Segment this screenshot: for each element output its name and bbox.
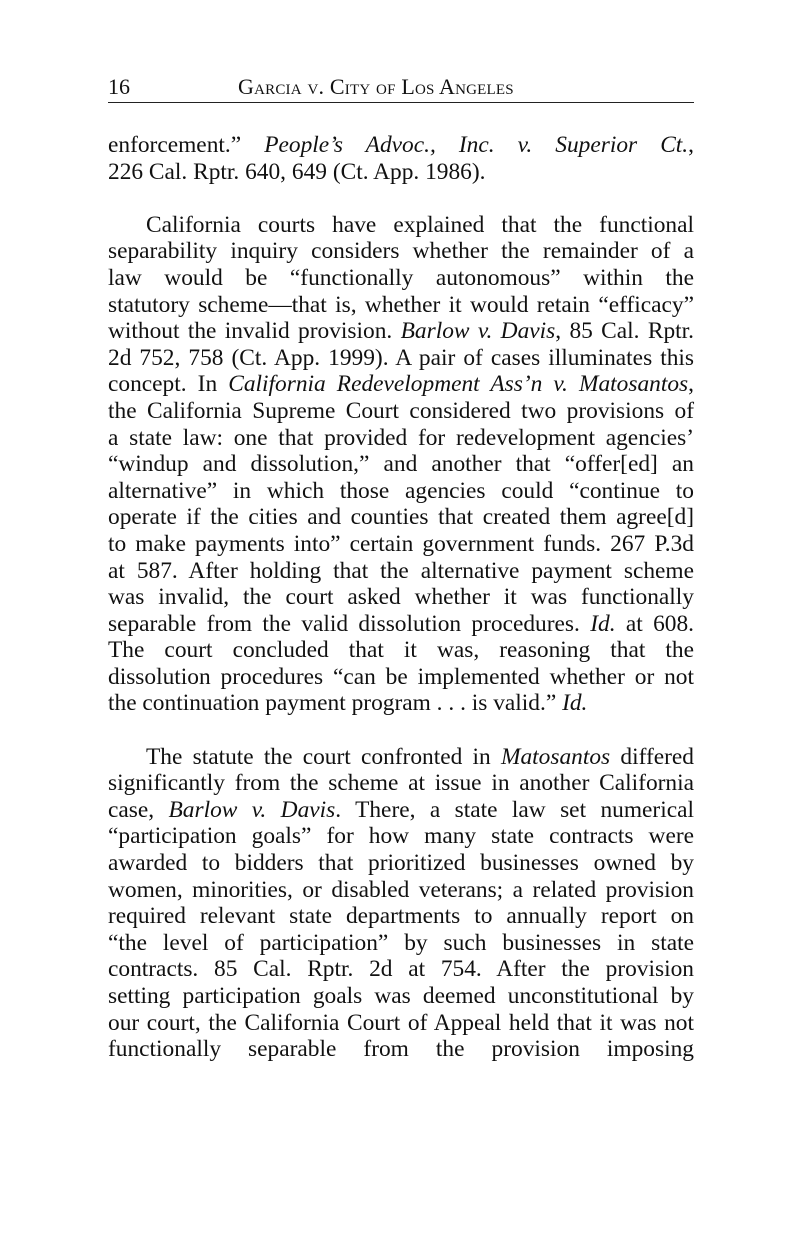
text-line bbox=[108, 132, 694, 159]
text-run: operate if the cities and counties that created them agree[d] bbox=[108, 504, 694, 531]
text-run: “participation goals” for how many state contracts were bbox=[108, 823, 694, 850]
text-run: dissolution procedures “can be implemented whether or not bbox=[108, 663, 694, 690]
text-line bbox=[108, 345, 694, 372]
text-line bbox=[108, 690, 694, 717]
text-line bbox=[108, 744, 694, 771]
text-run: 226 Cal. Rptr. 640, 649 (Ct. App. 1986). bbox=[108, 158, 486, 185]
case-citation-italic: Barlow v. Davis bbox=[400, 318, 556, 345]
text-run: significantly from the scheme at issue in another California bbox=[108, 770, 694, 797]
text-line bbox=[108, 425, 694, 452]
case-citation-italic: Id. bbox=[590, 610, 616, 637]
text-line bbox=[108, 903, 694, 930]
text-run: statutory scheme—that is, whether it would retain “efficacy” bbox=[108, 291, 694, 318]
text-run: case, bbox=[108, 796, 169, 823]
text-run: . There, a state law set numerical bbox=[335, 796, 694, 823]
text-line bbox=[108, 451, 694, 478]
case-citation-italic: People’s Advoc., Inc. v. Superior Ct. bbox=[264, 132, 689, 158]
text-line bbox=[108, 1010, 694, 1037]
text-line bbox=[108, 265, 694, 292]
text-line bbox=[108, 797, 694, 824]
text-run: at 608. bbox=[615, 610, 695, 637]
text-run: 2d 752, 758 (Ct. App. 1999). A pair of cases illuminates this bbox=[108, 344, 694, 371]
text-line bbox=[108, 371, 694, 398]
opinion-body bbox=[108, 132, 694, 1063]
text-run: , 85 Cal. Rptr. bbox=[555, 318, 694, 345]
text-run: contracts. 85 Cal. Rptr. 2d at 754. After the provision bbox=[108, 956, 694, 983]
text-run: awarded to bidders that prioritized businesses owned by bbox=[108, 850, 694, 877]
text-run: setting participation goals was deemed unconstitutional by bbox=[108, 983, 694, 1009]
text-run: a state law: one that provided for redevelopment agencies’ bbox=[108, 424, 694, 451]
text-line bbox=[108, 877, 694, 904]
text-line bbox=[108, 318, 694, 345]
text-line bbox=[108, 558, 694, 585]
paragraph-matosantos-barlow bbox=[108, 744, 694, 1063]
text-run: the California Supreme Court considered two provisions of bbox=[108, 397, 694, 424]
text-line bbox=[108, 664, 694, 691]
text-run: without the invalid provision. bbox=[108, 318, 401, 345]
text-line bbox=[108, 292, 694, 319]
text-run: enforcement.” bbox=[108, 132, 265, 158]
text-run: was invalid, the court asked whether it was functionally bbox=[108, 584, 694, 611]
text-line bbox=[108, 531, 694, 558]
text-run: the continuation payment program . . . is valid.” bbox=[108, 690, 563, 717]
text-line bbox=[108, 983, 694, 1010]
text-run: , bbox=[688, 132, 694, 158]
text-line bbox=[108, 478, 694, 505]
text-line bbox=[108, 823, 694, 850]
text-run: concept. In bbox=[108, 371, 229, 398]
text-line bbox=[108, 504, 694, 531]
paragraph-citation-continuation bbox=[108, 132, 694, 185]
text-run: California courts have explained that the functional bbox=[146, 211, 694, 238]
text-line bbox=[108, 159, 694, 186]
case-citation-italic: Id. bbox=[562, 690, 588, 717]
text-run: , bbox=[688, 371, 694, 398]
text-run: separability inquiry considers whether the remainder of a bbox=[108, 238, 694, 265]
text-line bbox=[108, 770, 694, 797]
text-line bbox=[108, 584, 694, 611]
text-line bbox=[108, 850, 694, 877]
text-run: alternative” in which those agencies could “continue to bbox=[108, 477, 694, 504]
document-page bbox=[108, 72, 694, 1089]
text-run: functionally separable from the provision imposing bbox=[108, 1036, 694, 1063]
text-line bbox=[108, 637, 694, 664]
text-line bbox=[108, 1036, 694, 1063]
text-run: “windup and dissolution,” and another that “offer[ed] an bbox=[108, 451, 694, 478]
text-run: “the level of participation” by such businesses in state bbox=[108, 929, 694, 956]
case-title: Garcia v. City of Los Angeles bbox=[238, 74, 514, 99]
paragraph-functional-separability bbox=[108, 212, 694, 717]
text-line bbox=[108, 398, 694, 425]
text-line bbox=[108, 956, 694, 983]
page-number: 16 bbox=[108, 74, 130, 99]
text-run: women, minorities, or disabled veterans; a related provision bbox=[108, 876, 694, 903]
text-run: our court, the California Court of Appeal held that it was not bbox=[108, 1009, 694, 1036]
text-run: The statute the court confronted in bbox=[146, 743, 501, 770]
text-run: at 587. After holding that the alternative payment scheme bbox=[108, 557, 694, 584]
text-line bbox=[108, 611, 694, 638]
case-citation-italic: Barlow v. Davis bbox=[168, 796, 336, 823]
text-line bbox=[108, 238, 694, 265]
text-run: required relevant state departments to annually report on bbox=[108, 903, 694, 930]
text-run: The court concluded that it was, reasoning that the bbox=[108, 637, 694, 664]
case-citation-italic: California Redevelopment Ass’n v. Matosantos bbox=[228, 371, 689, 398]
text-run: differed bbox=[610, 743, 694, 770]
text-line bbox=[108, 212, 694, 239]
text-run: separable from the valid dissolution procedures. bbox=[108, 610, 591, 637]
running-header bbox=[108, 72, 694, 103]
case-citation-italic: Matosantos bbox=[500, 743, 611, 770]
text-run: law would be “functionally autonomous” within the bbox=[108, 264, 694, 291]
text-line bbox=[108, 930, 694, 957]
text-run: to make payments into” certain government funds. 267 P.3d bbox=[108, 530, 694, 557]
